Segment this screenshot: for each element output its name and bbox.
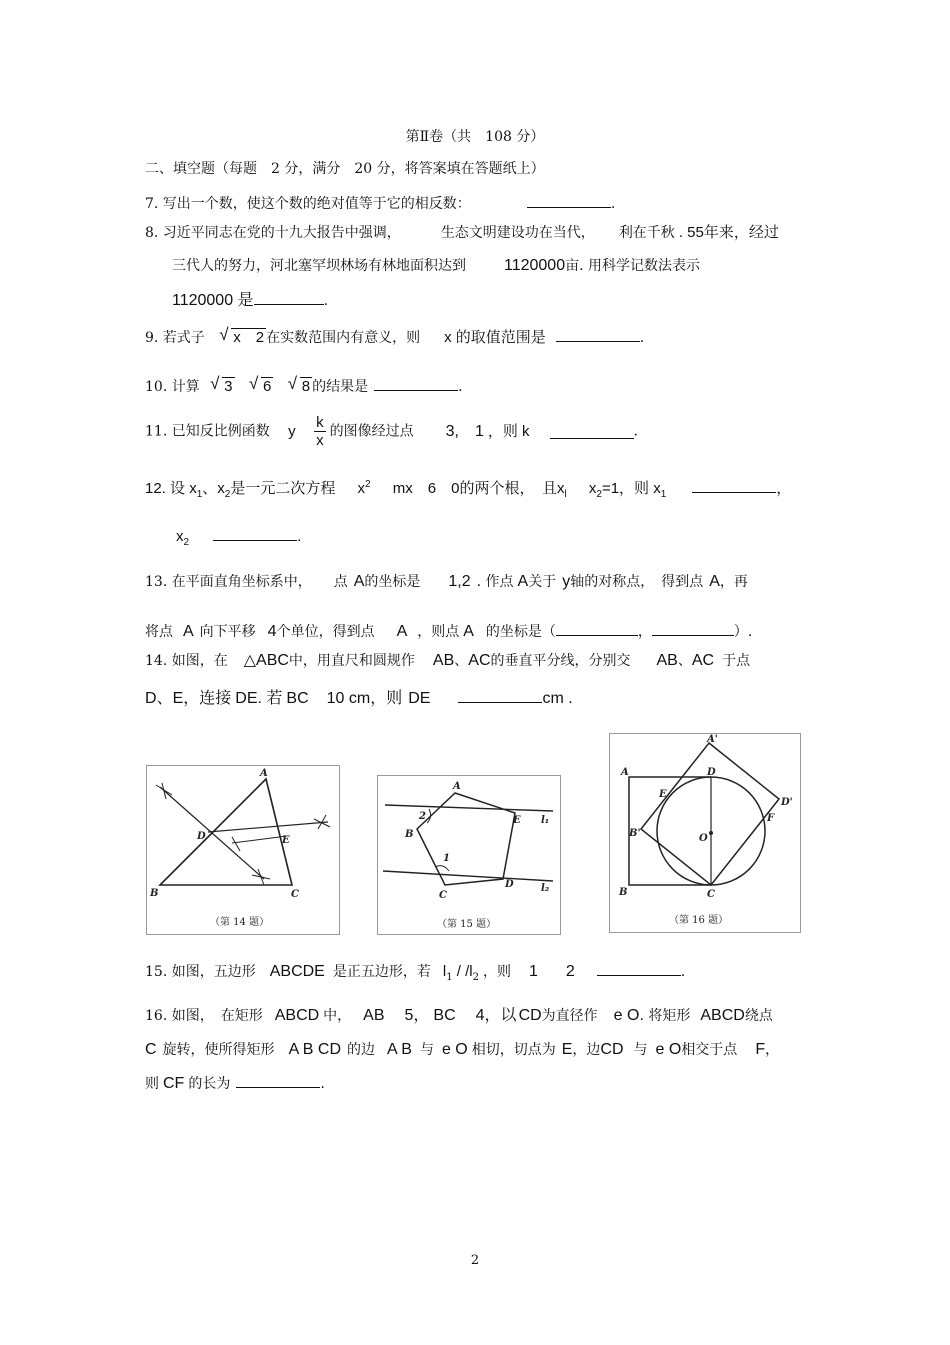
label-O: O — [699, 833, 708, 844]
question-12-line-1 — [145, 476, 791, 504]
pentagon-ABCDE: ABCDE — [269, 963, 325, 980]
period: . — [633, 423, 638, 440]
answer-blank[interactable] — [254, 290, 324, 305]
point: 3, 1 — [445, 422, 484, 440]
circle-O: e O — [441, 1041, 468, 1058]
q16-text: 旋转，使所得矩形 — [162, 1042, 275, 1058]
q10-text: 的结果是 — [312, 379, 369, 395]
var-y: y — [288, 422, 296, 440]
separator: 、 — [156, 690, 173, 707]
var-x: x — [556, 480, 565, 497]
circle-O: e O — [655, 1041, 682, 1058]
question-10 — [145, 376, 463, 396]
var-y: y — [562, 573, 571, 590]
q11-text: 11. 已知反比例函数 — [145, 423, 270, 440]
period: . — [320, 1076, 325, 1092]
subscript: 1 — [196, 489, 203, 500]
line-l: l — [442, 963, 447, 980]
q16-text: 为直径作 — [541, 1008, 598, 1024]
q16-text: 与 — [633, 1042, 648, 1058]
q8-text: . 55年来，经过 — [678, 224, 779, 241]
var-x: x — [653, 480, 661, 497]
answer-blank[interactable] — [652, 621, 734, 636]
q16-text: . 将矩形 — [639, 1008, 691, 1024]
number: 4 — [267, 623, 277, 640]
label-B: B — [150, 888, 159, 899]
comma: ， — [776, 480, 792, 497]
label-C: C — [707, 889, 715, 900]
exam-part-title: 第Ⅱ卷（共 108 分） — [405, 129, 545, 145]
question-8-line-2 — [172, 257, 700, 275]
point-E: E — [561, 1041, 573, 1058]
subscript: 1 — [660, 489, 667, 500]
question-11 — [145, 414, 638, 449]
separator: 、 — [454, 653, 469, 669]
rectangle-ABCD: ABCD — [700, 1007, 745, 1024]
label-D: D — [707, 767, 716, 778]
rectangle-ABCD: ABCD — [274, 1007, 320, 1024]
period: . — [458, 379, 463, 395]
period: . — [680, 964, 686, 980]
answer-blank[interactable] — [213, 526, 297, 541]
period: . — [323, 293, 329, 309]
segment-AB: AB — [363, 1007, 385, 1024]
q13-text: ，则点 — [417, 624, 460, 640]
q8-text: 利在千秋 — [618, 225, 675, 241]
question-8-line-1 — [145, 224, 779, 242]
label-E: E — [659, 789, 667, 800]
period: . — [297, 528, 302, 545]
length: 10 cm — [326, 690, 371, 707]
radicand: x 2 — [233, 329, 265, 346]
question-16-line-2 — [145, 1041, 779, 1059]
var-x: x — [217, 480, 225, 497]
question-9 — [145, 327, 644, 347]
length: 5， — [404, 1007, 430, 1024]
q16-text: 与 — [419, 1042, 434, 1058]
segment-DE: DE — [235, 690, 258, 707]
q13-text: 点 — [333, 574, 348, 590]
point-A: A — [517, 573, 529, 590]
label-B: B — [405, 829, 414, 840]
q14-text: ，连接 — [183, 690, 232, 707]
point-A: A — [396, 623, 408, 640]
figure-15-caption: （第 15 题） — [437, 919, 497, 930]
segment-DE: DE — [408, 690, 431, 707]
q14-text: 中，用直尺和圆规作 — [288, 653, 415, 669]
label-C: C — [291, 889, 299, 900]
label-E: E — [282, 835, 290, 846]
point-A: A — [463, 623, 474, 640]
fraction-k-over-x — [314, 414, 326, 449]
label-E: E — [513, 815, 521, 826]
sqrt-6: √ 6 — [248, 374, 272, 395]
figure-16 — [609, 733, 801, 933]
comma: ， — [765, 1042, 780, 1058]
segment-CD-prime: CD — [600, 1041, 624, 1058]
question-13-line-2 — [145, 621, 752, 641]
label-B: B — [619, 887, 628, 898]
subscript: 2 — [596, 489, 602, 500]
q8-text: 1120000 是 — [172, 292, 254, 309]
q8-text: 8. 习近平同志在党的十九大报告中强调， — [145, 225, 401, 241]
question-14-line-1 — [145, 652, 750, 670]
q9-text: 9. 若式子 — [145, 330, 205, 346]
q13-text: 向下平移 — [199, 624, 256, 640]
q8-number: 1120000 — [504, 257, 566, 274]
q13-text: 13. 在平面直角坐标系中， — [145, 574, 312, 590]
q13-text: 轴的对称点， 得到点 — [570, 574, 704, 590]
point-A: A — [709, 573, 720, 590]
q15-text: 15. 如图，五边形 — [145, 964, 256, 980]
q14-text: 14. 如图，在 — [145, 653, 228, 669]
segment-CD: CD — [518, 1007, 542, 1024]
superscript: 2 — [365, 479, 371, 490]
segment-CF: CF — [163, 1075, 185, 1092]
point-A: A — [353, 573, 365, 590]
label-A: A — [260, 768, 268, 779]
point-A: A — [183, 623, 194, 640]
answer-blank[interactable] — [597, 961, 681, 976]
segment-AB: AB — [432, 652, 455, 669]
answer-blank[interactable] — [458, 688, 542, 703]
q14-text: 的垂直平分线，分别交 — [490, 653, 631, 669]
q12-text: =1，则 — [601, 480, 650, 497]
equation: mx 6 0 — [392, 480, 460, 497]
label-l2: l₂ — [541, 883, 550, 894]
sqrt-expression: √ x 2 — [219, 325, 265, 346]
answer-blank[interactable] — [692, 478, 776, 493]
q13-text: . 作点 — [476, 574, 514, 590]
var-x: x — [176, 528, 184, 545]
page-number: 2 — [470, 1253, 480, 1268]
point-D: D — [145, 690, 157, 707]
q13-text: 的坐标是（ — [485, 624, 556, 640]
answer-blank[interactable] — [556, 327, 640, 342]
subscript: 2 — [224, 489, 231, 500]
section-heading: 二、填空题（每题 2 分，满分 20 分，将答案填在答题纸上） — [145, 161, 545, 177]
point-E: E — [172, 690, 184, 707]
label-A-prime: A' — [707, 734, 718, 745]
label-A: A — [621, 767, 629, 778]
period: . — [639, 330, 645, 346]
figure-14 — [146, 765, 340, 935]
label-angle-1: 1 — [443, 853, 450, 864]
var-x: x — [588, 480, 597, 497]
answer-blank[interactable] — [556, 621, 638, 636]
circle-O: e O — [613, 1007, 640, 1024]
q16-text: 16. 如图， 在矩形 — [145, 1008, 263, 1024]
question-7-text: 7. 写出一个数，使这个数的绝对值等于它的相反数： — [145, 196, 471, 212]
radicand: 6 — [262, 378, 272, 395]
q16-text: 相交于点 — [681, 1042, 738, 1058]
unit: cm . — [542, 690, 573, 707]
segment-BC: BC — [433, 1007, 456, 1024]
q13-text: ，再 — [719, 574, 748, 590]
var-x: x — [189, 480, 197, 497]
point-F: F — [755, 1041, 766, 1058]
label-A: A — [453, 781, 461, 792]
q16-text: 绕点 — [744, 1008, 773, 1024]
q13-text: 将点 — [145, 624, 173, 640]
q16-text: ，边 — [572, 1042, 601, 1058]
q16-text: 的长为 — [188, 1076, 231, 1092]
subscript: 1 — [446, 971, 453, 983]
sqrt-8: √ 8 — [287, 374, 311, 395]
question-8-line-3 — [172, 290, 328, 310]
answer-blank[interactable] — [374, 376, 458, 391]
label-D: D — [197, 831, 206, 842]
figure-16-caption: （第 16 题） — [669, 915, 729, 926]
q13-text: 的坐标是 — [364, 574, 421, 590]
q12-text: 是一元二次方程 — [230, 480, 336, 497]
q13-text: 关于 — [528, 574, 557, 590]
triangle-ABC: △ABC — [243, 652, 289, 669]
radicand: 3 — [224, 378, 233, 395]
question-16-line-3 — [145, 1073, 325, 1093]
figure-14-caption: （第 14 题） — [210, 917, 270, 928]
label-l1: l₁ — [541, 815, 550, 826]
answer-blank[interactable] — [527, 193, 611, 208]
length: 4，以 — [475, 1007, 517, 1024]
question-7 — [145, 193, 615, 213]
segment-AB-prime: A B — [387, 1041, 412, 1058]
parallel: / /l — [452, 963, 473, 980]
q11-text: ，则 k — [487, 422, 530, 440]
angle-2: 2 — [565, 963, 575, 980]
angle-1: 1 — [528, 963, 538, 980]
label-B-prime: B' — [629, 828, 641, 839]
q8-text: 生态文明建设功在当代， — [440, 225, 595, 241]
question-14-line-2 — [145, 688, 573, 708]
point: 1,2 — [448, 573, 471, 590]
q8-text: 三代人的努力，河北塞罕坝林场有林地面积达到 — [172, 258, 466, 274]
question-16-line-1 — [145, 1007, 773, 1025]
q8-text: 亩. 用科学记数法表示 — [565, 258, 701, 274]
segment-AB: AB — [656, 652, 678, 669]
close-paren: ）. — [733, 624, 753, 640]
segment-AC: AC — [691, 652, 715, 669]
sqrt-3: √ 3 — [210, 374, 233, 395]
q13-text: 个单位，得到点 — [276, 624, 375, 640]
q10-text: 10. 计算 — [145, 379, 200, 395]
var-x: x — [357, 480, 366, 497]
q16-text: 相切，切点为 — [471, 1042, 556, 1058]
q15-text: 是正五边形，若 — [332, 964, 431, 980]
label-F: F — [767, 813, 775, 824]
segment-BC: BC — [286, 690, 309, 707]
q11-text: 的图像经过点 — [329, 423, 414, 440]
subscript: 2 — [472, 971, 479, 983]
question-12-line-2 — [176, 526, 301, 552]
q9-text: x 的取值范围是 — [444, 329, 546, 346]
label-D: D — [505, 879, 514, 890]
denominator: x — [316, 432, 324, 449]
q12-text: 12. 设 — [145, 480, 186, 497]
question-13-line-1 — [145, 573, 748, 591]
subscript: l — [564, 489, 567, 500]
q14-text: ，则 — [370, 690, 403, 707]
subscript: 2 — [183, 537, 190, 548]
q9-text: 在实数范围内有意义，则 — [266, 330, 421, 346]
q14-text: 于点 — [722, 653, 751, 669]
segment-AC: AC — [468, 652, 491, 669]
radicand: 8 — [301, 378, 311, 395]
q14-text: . 若 — [257, 690, 283, 707]
answer-blank[interactable] — [236, 1073, 320, 1088]
period: . — [610, 196, 616, 212]
label-D-prime: D' — [781, 797, 793, 808]
q16-text: 中， — [323, 1008, 352, 1024]
figure-15 — [377, 775, 561, 935]
q16-text: 则 — [145, 1076, 159, 1092]
q15-text: ，则 — [482, 964, 511, 980]
separator: 、 — [677, 653, 692, 669]
rectangle-rotated: A B CD — [288, 1041, 342, 1058]
q16-text: 的边 — [347, 1042, 376, 1058]
question-15 — [145, 961, 685, 987]
comma: ， — [637, 624, 652, 640]
answer-blank[interactable] — [550, 424, 634, 439]
label-angle-2: 2 — [419, 811, 426, 822]
separator: 、 — [202, 480, 218, 497]
label-C: C — [439, 890, 447, 901]
point-C: C — [145, 1041, 157, 1058]
q12-text: 的两个根， 且 — [459, 480, 557, 497]
numerator: k — [316, 414, 324, 431]
